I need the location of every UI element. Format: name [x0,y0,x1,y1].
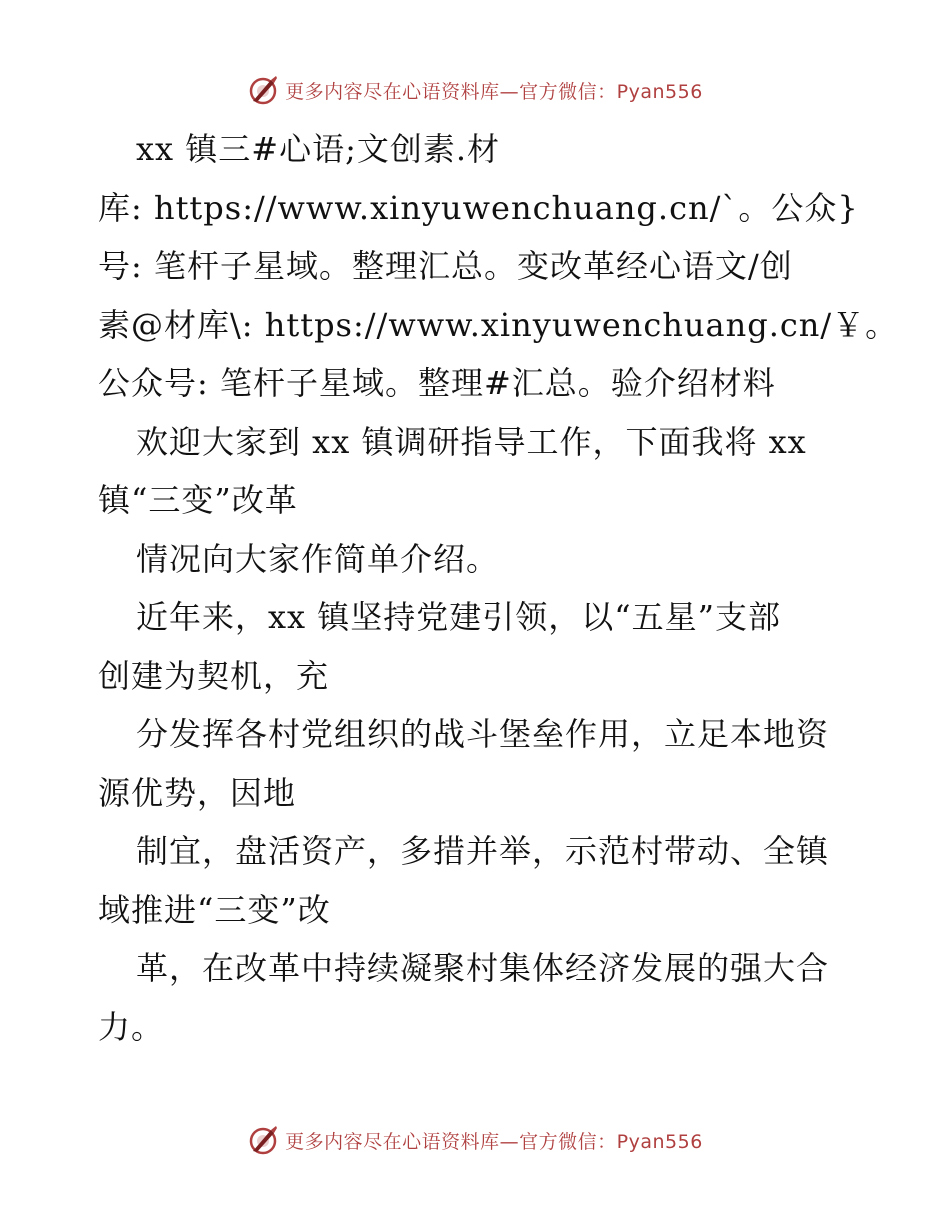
text-line: xx 镇三#心语;文创素.材 [136,130,501,168]
text-line: 革，在改革中持续凝聚村集体经济发展的强大合 [136,949,830,987]
footer-banner [0,1120,950,1160]
text-line: 镇“三变”改革 [98,481,298,519]
text-line: 分发挥各村党组织的战斗堡垒作用，立足本地资 [136,715,830,753]
quill-pen-circle-icon [247,74,279,106]
document-body [98,120,899,1056]
quill-pen-circle-icon [247,1124,279,1156]
text-line: 近年来，xx 镇坚持党建引领，以“五星”支部 [136,598,781,636]
banner-text: 更多内容尽在心语资料库—官方微信：Pyan556 [285,1130,703,1153]
text-line: 制宜，盘活资产，多措并举，示范村带动、全镇 [136,832,830,870]
text-line: 情况向大家作简单介绍。 [136,539,500,578]
text-line: 号: 笔杆子星域。整理汇总。变改革经心语文/创 [98,247,793,285]
text-line: 公众号: 笔杆子星域。整理#汇总。验介绍材料 [98,364,776,402]
text-line: 库: https://www.xinyuwenchuang.cn/`。公众} [98,188,859,227]
header-banner [0,70,950,110]
text-line: 欢迎大家到 xx 镇调研指导工作，下面我将 xx [136,422,807,461]
text-line: 力。 [98,1007,165,1046]
text-line: 素@材库\: https://www.xinyuwenchuang.cn/￥。 [98,305,899,344]
text-line: 源优势，因地 [98,773,297,812]
text-line: 域推进“三变”改 [98,890,331,929]
banner-text: 更多内容尽在心语资料库—官方微信：Pyan556 [285,80,703,103]
text-line: 创建为契机，充 [98,656,330,695]
